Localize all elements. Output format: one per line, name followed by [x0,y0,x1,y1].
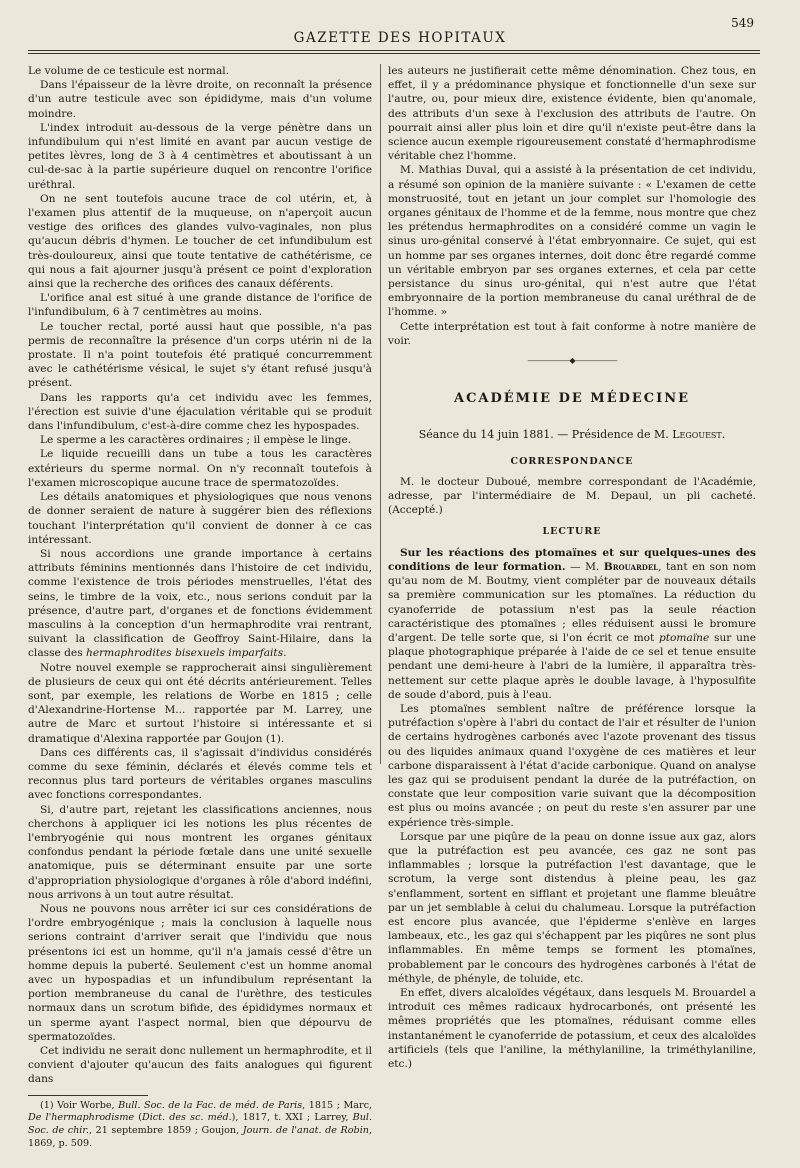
paragraph: Le liquide recueilli dans un tube a tous les caractères extérieurs du sperme normal. On n'y reconnaît toutefois à l'examen microscopique aucune trace de spermatozoïdes. [28,448,372,489]
paragraph: Dans ces différents cas, il s'agissait d'individus considérés comme du sexe féminin, déclarés et élevés comme tels et reconnus plus tard porteurs de véritables organes masculins avec fonctions correspondantes. [28,746,372,802]
italic-text: Bul. Soc. de chir. [28,1112,373,1137]
italic-text: De l'hermaphrodisme [28,1112,135,1124]
lecture-title: Sur les réactions des ptomaïnes et sur quelques-unes des conditions de leur formation. [388,546,756,573]
paragraph: On ne sent toutefois aucune trace de col utérin, et, à l'examen plus attentif de la muqueuse, on n'aperçoit aucun vestige des orifices des glandes vulvo-vaginales, non plus qu'aucun débris d'hymen. Le toucher de cet infundibulum est très-douloureux, ainsi que toute tentative de cathétérisme, ce qui nous a fait ajourner jusqu'à présent ce point d'exploration ainsi que la recherche des orifices des canaux déférents. [28,192,372,291]
paragraph: En effet, divers alcaloïdes végétaux, dans lesquels M. Brouardel a introduit ces mêmes radicaux hydrocarbonés, ont présenté les mêmes propriétés que les ptomaïnes, réduisant comme elles instantanément le cyanoferride de potassium, et ceux des alcaloïdes artificiels (tels que l'aniline, la méthylaniline, la triméthylaniline, etc.) [388,986,756,1070]
text-run: ), 1817, t. XXI ; Larrey, [231,1112,353,1124]
subheading-correspondance: CORRESPONDANCE [510,455,634,467]
text-run: Séance du 14 juin 1881. — Présidence de M. [418,428,673,442]
president-name: Legouest [672,428,722,442]
text-run: Si nous accordions une grande importance à certains attributs féminins mentionnés dans l'histoire de cet individu, comme l'existence de trois périodes menstruelles, l'état des seins, le timbre de la voix, etc., nous serions conduit par la présence, d'autre part, d'organes et de fonctions évidemment masculins à la conception d'un hermaphrodite vrai rentrant, suivant la classification de Geoffroy Saint-Hilaire, dans la classe des [28,547,372,660]
text-run: sur une plaque photographique préparée à l'aide de ce sel et tenue ensuite pendant une demi-heure à l'abri de la lumière, il apparaîtra très-nettement sur cette plaque après le double lavage, à l'hyposulfite de soude d'abord, puis à l'eau. [388,631,756,701]
paragraph: Le toucher rectal, porté aussi haut que possible, n'a pas permis de reconnaître la présence d'un corps utérin ni de la prostate. Il n'a point toutefois été pratiqué concurremment avec le cathétérisme vésical, le sujet s'y étant refusé jusqu'à présent. [28,320,372,390]
footnote [28,1100,372,1151]
header-rule-top [28,50,760,51]
paragraph: Cette interprétation est tout à fait conforme à notre manière de voir. [388,320,756,347]
italic-text: hermaphrodites bisexuels imparfaits [86,647,284,660]
text-run: . [721,428,726,442]
header-rule-bottom [28,53,760,54]
paragraph: Notre nouvel exemple se rapprocherait ainsi singulièrement de plusieurs de ceux qui ont été décrits antérieurement. Telles sont, par exemple, les relations de Worbe en 1815 ; celle d'Alexandrine-Hortense M... rapportée par M. Larrey, une autre de Marc et surtout l'histoire si intéressante et si dramatique d'Alexina rapportée par Goujon (1). [28,661,372,745]
right-column [388,64,756,1071]
paragraph: L'orifice anal est situé à une grande distance de l'orifice de l'infundibulum, 6 à 7 centimètres au moins. [28,292,372,319]
paragraph: M. le docteur Duboué, membre correspondant de l'Académie, adresse, par l'intermédiaire de M. Depaul, un pli cacheté. (Accepté.) [388,475,756,517]
text-run: , tant en son nom qu'au nom de M. Boutmy, vient compléter par de nouveaux détails sa première communication sur les ptomaïnes. La réduction du cyanoferride de potassium n'est pas la seule réaction caractéristique des ptomaïnes ; elles réduisent aussi le bromure d'argent. De telle sorte que, si l'on écrit ce mot [388,560,756,644]
paragraph: Dans les rapports qu'a cet individu avec les femmes, l'érection est suivie d'une éjaculation véritable qui se produit dans l'infundibulum, c'est-à-dire comme chez les hypospades. [28,391,372,433]
text-run: , 1869, p. 509. [28,1125,373,1150]
paragraph: Les ptomaïnes semblent naître de préférence lorsque la putréfaction s'opère à l'abri du contact de l'air et résulter de l'union de certains hydrogènes carbonés avec l'azote provenant des tissus ou des liquides animaux quand l'oxygène de ces matières et leur carbone disparaissent à l'état d'acide carbonique. Quand on analyse les gaz qui se produisent pendant la durée de la putréfaction, on constate que leur composition varie suivant que la décomposition est plus ou moins avancée ; on peut du reste s'en assurer par une expérience très-simple. [388,702,756,829]
text-run: , 1815 ; Marc, [302,1099,372,1111]
paragraph: Les détails anatomiques et physiologiques que nous venons de donner seraient de nature à suggérer bien des réflexions touchant l'interprétation qu'il convient de donner à ce cas intéressant. [28,491,372,546]
paragraph: M. Mathias Duval, qui a assisté à la présentation de cet individu, a résumé son opinion de la manière suivante : « L'examen de cette monstruosité, tout en jetant un jour complet sur l'homologie des organes génitaux de l'homme et de la femme, nous montre que chez les prétendus hermaphrodites on a considéré comme un vagin le sinus uro-génital conservé à l'état embryonnaire. Ce sujet, qui est un homme par ses organes internes, doit donc être regardé comme un véritable embryon par ses organes externes, et cela par cette persistance du sinus uro-génital, qui n'est autre que l'état embryonnaire de la portion membraneuse du canal uréthral de de l'homme. » [388,164,756,319]
subheading-lecture: LECTURE [542,526,602,538]
author-name: Brouardel [603,560,659,573]
paragraph: Lorsque par une piqûre de la peau on donne issue aux gaz, alors que la putréfaction est peu avancée, ces gaz ne sont pas inflammables ; lorsque la putréfaction l'est davantage, que le scrotum, la verge sont distendus à pleine peau, les gaz s'enflamment, sortent en sifflant et projetant une flamme bleuâtre par un jet semblable à celui du chalumeau. Lorsque la putréfaction est encore plus avancée, que l'épiderme s'enlève en larges lambeaux, etc., les gaz qui s'échappent par les piqûres ne sont plus inflammables. En même temps se forment les ptomaïnes, probablement par le concours des hydrogènes carbonés à l'état de méthyle, de phényle, de toluide, etc. [388,830,756,985]
footnote-rule [28,1095,148,1096]
paragraph: Le sperme a les caractères ordinaires ; il empèse le linge. [40,434,352,447]
paragraph: L'index introduit au-dessous de la verge pénètre dans un infundibulum qui n'est limité en avant par aucun vestige de petites lèvres, long de 3 à 4 centimètres et aboutissant à un cul-de-sac à la partie supérieure duquel on rencontre l'orifice uréthral. [28,121,372,191]
paragraph: Dans l'épaisseur de la lèvre droite, on reconnaît la présence d'un autre testicule avec son épididyme, mais d'un volume moindre. [28,79,372,120]
page-number: 549 [731,16,754,30]
italic-text: ptomaïne [659,631,710,644]
paragraph: les auteurs ne justifierait cette même dénomination. Chez tous, en effet, il y a prédominance physique et fonctionnelle d'un sexe sur l'autre, ou, pour mieux dire, existence évidente, bien qu'anomale, des attributs d'un sexe à l'exclusion des attributs de l'autre. On pourrait ainsi aller plus loin et dire qu'il n'existe peut-être dans la science aucun exemple rigoureusement constaté d'hermaphrodisme véritable chez l'homme. [388,65,756,163]
italic-text: Dict. des sc. méd. [142,1112,232,1124]
paragraph [28,547,372,661]
italic-text: Journ. de l'anat. de Robin [242,1125,369,1137]
seance-line [388,428,756,442]
section-ornament: ——————◆—————— [527,356,617,366]
text-run: — M. [565,560,604,573]
left-column [28,64,372,1151]
text-run: (1) Voir Worbe, [40,1099,119,1111]
column-divider [380,64,381,764]
paragraph: Si, d'autre part, rejetant les classifications anciennes, nous cherchons à appliquer ici les notions les plus récentes de l'embryogénie qui nous montrent les organes génitaux confondus pendant la période fœtale dans une unité sexuelle anatomique, puis se déterminant ensuite par une sorte d'appropriation physiologique d'organes à rôle d'abord indéfini, nous arrivons à un tout autre résultat. [28,803,372,901]
journal-title: GAZETTE DES HOPITAUX [293,30,507,46]
section-title: ACADÉMIE DE MÉDECINE [453,391,690,407]
text-run: ( [134,1112,143,1124]
paragraph: Nous ne pouvons nous arrêter ici sur ces considérations de l'ordre embryogénique ; mais la conclusion à laquelle nous serions contraint d'arriver serait que l'individu que nous présentons ici est un homme, qu'il n'a jamais cessé d'être un homme depuis la puberté. Seulement c'est un homme anomal avec un hypospadias et un infundibulum représentant la portion membraneuse du canal de l'urèthre, des testicules normaux dans un scrotum bifide, des épididymes normaux et un sperme ayant l'aspect normal, bien que dépourvu de spermatozoïdes. [28,902,372,1043]
text-run: , 21 septembre 1859 ; Goujon, [88,1125,243,1137]
italic-text: Bull. Soc. de la Fac. de méd. de Paris [118,1099,303,1111]
paragraph [388,546,756,702]
text-run: . [283,647,287,660]
paragraph: Cet individu ne serait donc nullement un hermaphrodite, et il convient d'ajouter qu'aucun des faits analogues qui figurent dans [28,1045,372,1086]
paragraph: Le volume de ce testicule est normal. [28,65,230,77]
